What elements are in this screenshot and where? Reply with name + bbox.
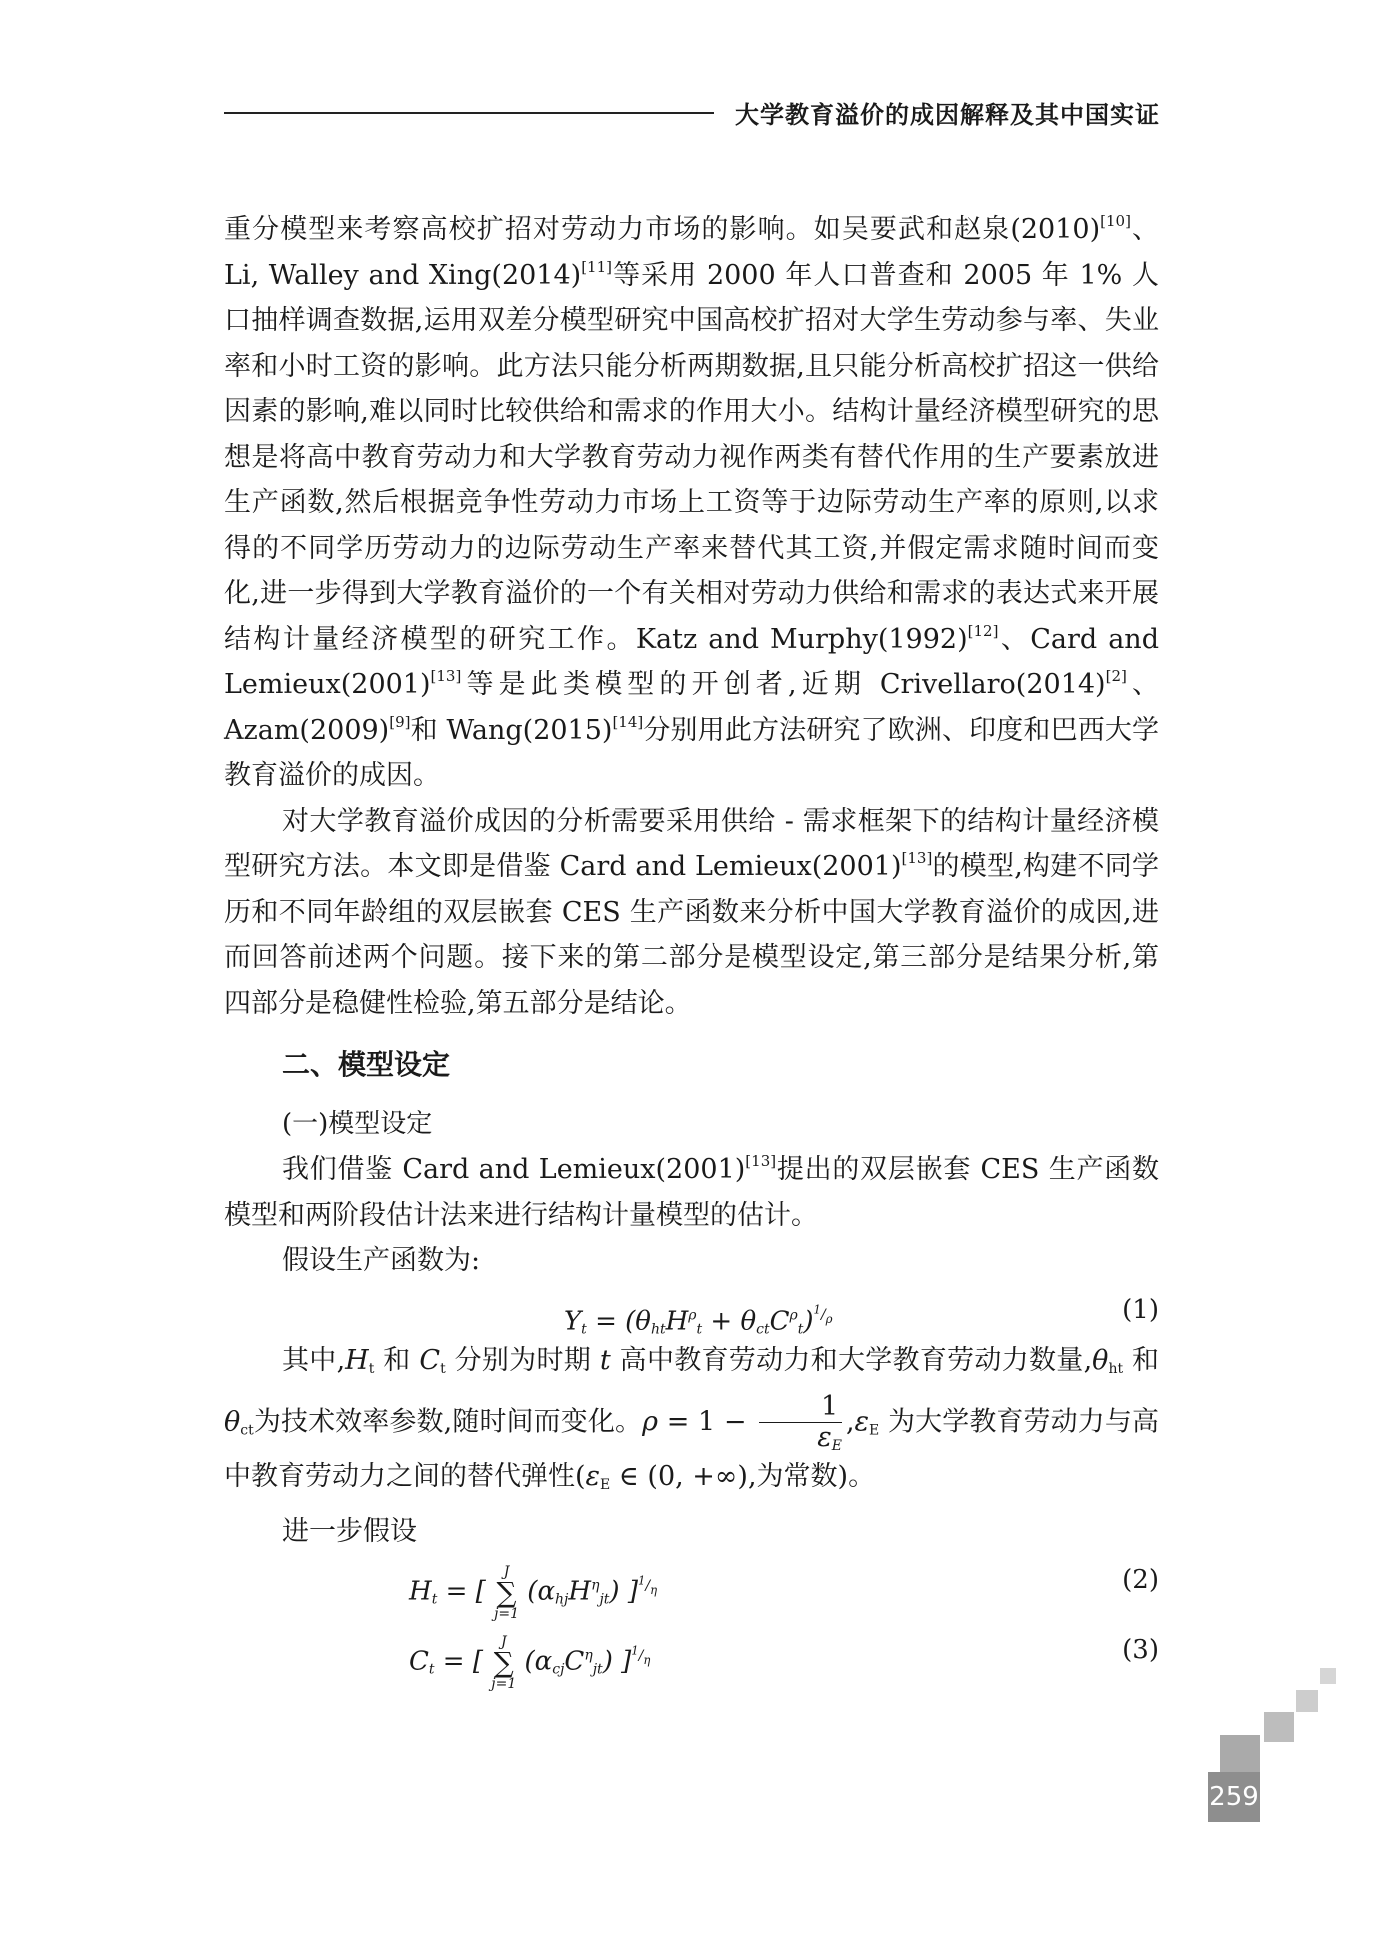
text-run: 高中教育劳动力和大学教育劳动力数量, — [619, 1344, 1093, 1376]
paragraph: 进一步假设 — [282, 1515, 417, 1547]
paragraph — [224, 1147, 1159, 1238]
citation: [11] — [581, 257, 612, 276]
header-rule — [224, 112, 714, 114]
fraction: $\frac{1}{\varepsilon E}$ — [759, 1392, 842, 1454]
text-run: 提出的双层嵌套 CES 生产函数模型和两阶段估计法来进行结构计量模型的估计。 — [224, 1154, 1159, 1231]
citation: [14] — [612, 712, 644, 731]
text-run: ,为常数)。 — [747, 1461, 876, 1493]
text-run: 重分模型来考察高校扩招对劳动力市场的影响。如吴要武和赵泉(2010) — [224, 214, 1101, 245]
section-heading: 二、模型设定 — [282, 1048, 451, 1081]
citation: [2] — [1105, 667, 1127, 685]
equation-body: Ht = [ J ∑ j=1 (αhjH$^\eta$jt) ]$^{^1/_\eta}$ — [409, 1563, 658, 1622]
equation-number: ( 1 ) — [1122, 1288, 1159, 1334]
equation-number: ( 3 ) — [1122, 1628, 1159, 1674]
text-run: 为技术效率参数,随时间而变化。 — [253, 1406, 643, 1438]
text-run: 、Card and Lemieux(2001) — [224, 623, 1159, 700]
equation-body: Ct = [ J ∑ j=1 (αcjC$^\eta$jt) ]$^{^1/_\eta}$ — [409, 1633, 651, 1692]
paragraph: 假设生产函数为: — [282, 1245, 481, 1276]
text-run: 等采用 2000 年人口普查和 2005 年 1% 人口抽样调查数据,运用双差分模型研究中国高校扩招对大学生劳动参与率、失业率和小时工资的影响。此方法只能分析两期数据,且只能分析高校扩招这一供给因素的影响,难以同时比较供给和需求的作用大小。结构计量经济模型研究的思想是将高中教育劳动力和大学教育劳动力视作两类有替代作用的生产要素放进生产函数,然后根据竞争性劳动力市场上工资等于边际劳动生产率的原则,以求得的不同学历劳动力的边际劳动生产率来替代其工资,并假定需求随时间而变化,进一步得到大学教育溢价的一个有关相对劳动力供给和需求的表达式来开展结构计量经济模型的研究工作。Katz and Murphy(1992) — [224, 259, 1159, 655]
text-run: 、Azam(2009) — [224, 669, 1159, 746]
page-body — [224, 207, 1159, 1694]
citation: [13] — [745, 1152, 777, 1170]
subsection-heading: (一)模型设定 — [282, 1108, 433, 1139]
equation-number: ( 2 ) — [1122, 1558, 1159, 1604]
decorative-square — [1296, 1690, 1318, 1712]
text-run: 其中, — [282, 1344, 346, 1376]
page-number: 259 — [1208, 1772, 1260, 1822]
text-run: 为大学教育劳动力与高中教育劳动力之间的替代弹性( — [224, 1406, 1159, 1493]
text-run: 分别为时期 — [454, 1344, 592, 1376]
text-run: 、Li, Walley and Xing(2014) — [224, 214, 1160, 291]
decorative-square — [1264, 1712, 1294, 1742]
equation-body: $Yt = (\theta htH^\rho t + \theta ctC^\rho t)^{^1/_\rho}$ — [564, 1302, 833, 1338]
equation-2 — [224, 1554, 1159, 1624]
equation-3 — [224, 1624, 1159, 1694]
text-run: 和 Wang(2015) — [410, 714, 613, 746]
paragraph: 其中,Ht 和 Ct 分别为时期 t 高中教育劳动力和大学教育劳动力数量,θht 和 θct为技术效率参数,随时间而变化。ρ = 1 − $\frac{1}{\varepsilon E}$ ,εE 为大学教育劳动力与高中教育劳动力之间的替代弹性(εE ∈ (0, +∞),为常数)。 — [224, 1344, 1159, 1494]
paragraph — [224, 799, 1159, 1027]
decorative-square — [1220, 1735, 1260, 1773]
equation-lhs: Y — [564, 1306, 582, 1337]
citation: [9] — [389, 712, 411, 731]
citation: [13] — [901, 849, 933, 867]
decorative-square — [1320, 1668, 1336, 1684]
running-title: 大学教育溢价的成因解释及其中国实证 — [735, 101, 1160, 129]
citation: [13] — [430, 667, 462, 685]
text-run: 的模型,构建不同学历和不同年龄组的双层嵌套 CES 生产函数来分析中国大学教育溢价的成因,进而回答前述两个问题。接下来的第二部分是模型设定,第三部分是结果分析,第四部分是稳健性检验,第五部分是结论。 — [224, 851, 1159, 1019]
citation: [12] — [967, 621, 999, 640]
text-run: 对大学教育溢价成因的分析需要采用供给 - 需求框架下的结构计量经济模型研究方法。本文即是借鉴 Card and Lemieux(2001) — [224, 805, 1159, 882]
text-run: 等是此类模型的开创者,近期 Crivellaro(2014) — [461, 669, 1106, 700]
paragraph — [224, 207, 1159, 799]
equation-1 — [224, 1284, 1159, 1338]
text-run: 我们借鉴 Card and Lemieux(2001) — [282, 1154, 746, 1185]
citation: [10] — [1100, 212, 1131, 230]
text-run: 分别用此方法研究了欧洲、印度和巴西大学教育溢价的成因。 — [224, 714, 1160, 791]
